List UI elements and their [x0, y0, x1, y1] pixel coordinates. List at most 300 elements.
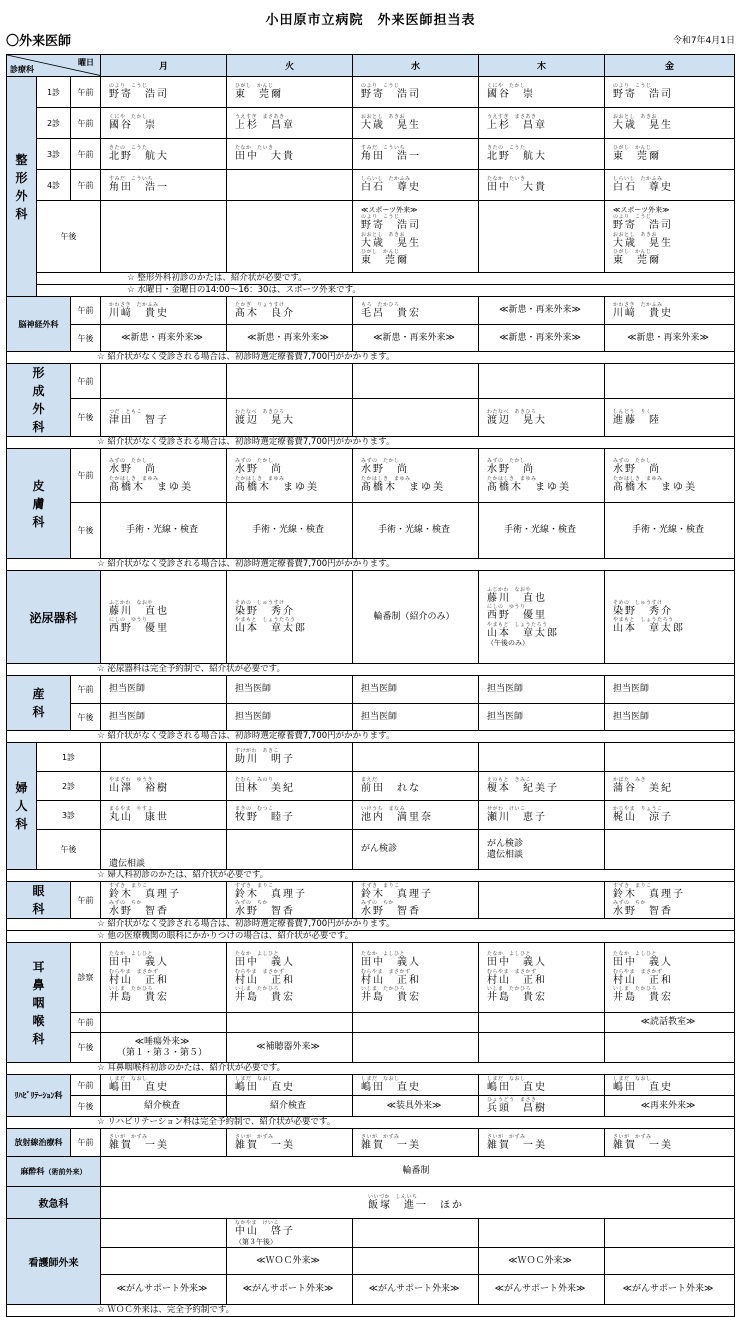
doctor-name-block	[235, 951, 349, 969]
doctor-furigana: いしま たかひろ	[613, 986, 658, 993]
doctor-furigana: みずの たかし	[235, 458, 274, 464]
clinic-number: 3診	[37, 801, 101, 830]
note-row	[7, 437, 735, 449]
cell-text: 手術・光線・検査	[504, 525, 577, 536]
table-cell	[101, 830, 227, 870]
table-cell	[605, 449, 735, 503]
doctor-name-block	[361, 986, 475, 1004]
doctor-name: 野寄 浩司	[109, 89, 170, 101]
table-row	[7, 870, 735, 882]
department-name	[7, 1187, 101, 1219]
table-row	[7, 1033, 735, 1063]
doctor-furigana: なかやま けいこ	[235, 1220, 280, 1227]
doctor-furigana: くにや たかし	[487, 83, 526, 90]
doctor-furigana: きたの こうた	[109, 145, 148, 152]
doctor-furigana: かばた みき	[613, 777, 647, 784]
doctor-name-block	[487, 969, 601, 987]
table-cell	[605, 882, 735, 919]
doctor-name-block	[613, 951, 731, 969]
department-name	[7, 743, 37, 870]
doctor-furigana: みずの たかし	[109, 458, 148, 464]
doctor-name: 髙木 良介	[235, 307, 296, 319]
table-cell	[227, 943, 353, 1013]
table-cell	[227, 676, 353, 704]
table-row	[7, 743, 735, 772]
doctor-name: 津田 智子	[109, 414, 170, 426]
table-row	[7, 55, 735, 77]
doctor-name: 白石 尊史	[361, 182, 422, 194]
table-cell	[353, 772, 479, 801]
cell-text: 担当医師	[109, 684, 146, 695]
table-row	[7, 399, 735, 437]
doctor-name-block	[235, 1220, 349, 1238]
department-name	[7, 943, 71, 1063]
page-title: 小田原市立病院 外来医師担当表	[265, 13, 476, 28]
doctor-furigana: たなか よしひと	[361, 951, 406, 958]
table-row	[7, 559, 735, 571]
time-label: 午後	[37, 201, 101, 273]
table-cell	[227, 170, 353, 201]
doctor-name: 北野 航大	[109, 151, 170, 163]
table-cell	[479, 571, 605, 664]
doctor-furigana: むらやま まさかず	[109, 968, 159, 975]
table-cell	[479, 801, 605, 830]
doctor-name: 田中 大貴	[235, 151, 296, 163]
doctor-name-block	[613, 777, 731, 795]
table-row	[7, 676, 735, 704]
doctor-name-block	[361, 1134, 475, 1152]
doctor-name-block	[235, 1134, 349, 1152]
doctor-furigana: にしの ゆうり	[487, 604, 526, 611]
doctor-name-block	[361, 145, 475, 163]
table-cell	[353, 676, 479, 704]
clinic-number: 3診	[37, 139, 71, 170]
doctor-name-block	[487, 604, 601, 622]
table-row	[7, 437, 735, 449]
cell-text: 担当医師	[235, 684, 272, 695]
doctor-furigana: やまもと しょうたろう	[487, 621, 548, 628]
doctor-name: 田中 義人	[235, 957, 296, 969]
table-cell	[353, 77, 479, 108]
doctor-name: 田林 美紀	[235, 783, 296, 795]
doctor-name: 國谷 崇	[109, 120, 158, 132]
department-label: 婦人科	[15, 781, 28, 831]
doctor-furigana: ひがし かんじ	[613, 249, 652, 256]
doctor-name-block	[487, 176, 601, 194]
table-cell	[101, 1129, 227, 1157]
table-cell	[479, 170, 605, 201]
table-cell	[353, 1075, 479, 1096]
doctor-name-block	[109, 409, 223, 427]
table-cell	[227, 449, 353, 503]
doctor-name-block	[235, 83, 349, 101]
clinic-label: ≪新患・再来外来≫	[627, 332, 709, 343]
doctor-name: 大歳 晃生	[613, 237, 674, 249]
table-cell	[101, 364, 227, 399]
note-text: ☆ ＷＯＣ外来は、完全予約制です。	[97, 1305, 235, 1315]
doctor-name-block	[613, 986, 731, 1004]
doctor-name: 鈴木 真理子	[361, 888, 434, 900]
time-label: 午前	[71, 1129, 101, 1157]
table-row	[7, 297, 735, 325]
doctor-name-block	[361, 249, 475, 267]
table-cell	[605, 772, 735, 801]
department-sublabel: （術前外来）	[44, 1168, 87, 1176]
cell-text: 担当医師	[487, 684, 524, 695]
table-row	[7, 801, 735, 830]
doctor-name-block	[235, 458, 349, 476]
doctor-name: 西野 優里	[109, 623, 170, 634]
doctor-name-block	[109, 951, 223, 969]
table-cell	[605, 743, 735, 772]
doctor-furigana: むらやま まさかず	[361, 968, 411, 975]
doctor-name: 渡辺 晃大	[235, 414, 296, 426]
doctor-name: 井島 貴宏	[613, 992, 674, 1004]
doctor-furigana: つだ ともこ	[109, 408, 143, 415]
doctor-name-block	[613, 114, 731, 132]
doctor-name: 西野 優里	[487, 610, 548, 622]
doctor-furigana: ふじかわ なおや	[487, 586, 532, 593]
table-cell	[479, 943, 605, 1013]
table-cell	[101, 943, 227, 1013]
doctor-name-block	[109, 145, 223, 163]
table-cell	[101, 1219, 227, 1248]
doctor-furigana: たなか よしひと	[235, 951, 280, 958]
doctor-name: 瀬川 恵子	[487, 812, 548, 824]
doctor-name: 山本 章太郎	[487, 627, 560, 639]
department-label: 整形外科	[15, 152, 28, 221]
doctor-furigana: わたなべ あきひろ	[235, 408, 285, 415]
doctor-name-block	[235, 986, 349, 1004]
note-text: ☆ 他の医療機関の眼科にかかりつけの場合は、紹介状が必要です。	[97, 931, 354, 941]
clinic-number: 2診	[37, 772, 101, 801]
doctor-furigana: たなか よしひと	[487, 951, 532, 958]
doctor-name-block	[487, 476, 601, 494]
table-row	[7, 170, 735, 201]
table-row	[7, 325, 735, 352]
table-cell	[479, 772, 605, 801]
doctor-name: 角田 浩一	[109, 182, 170, 194]
table-cell	[353, 943, 479, 1013]
table-cell	[353, 297, 479, 325]
clinic-label: ≪装具外来≫	[386, 1100, 442, 1111]
time-label: 午前	[71, 449, 101, 503]
doctor-name-block	[235, 883, 349, 901]
doctor-name-block	[361, 1076, 475, 1094]
table-cell	[227, 743, 353, 772]
doctor-furigana: さいが かずみ	[487, 1133, 526, 1140]
cell-text: 担当医師	[613, 711, 650, 722]
doctor-name: 村山 正和	[613, 974, 674, 986]
doctor-name-block	[109, 176, 223, 194]
doctor-name-block	[235, 900, 349, 918]
table-cell	[479, 201, 605, 273]
doctor-name: 山澤 裕樹	[109, 783, 170, 795]
doctor-name-block	[487, 587, 601, 605]
table-cell	[227, 801, 353, 830]
time-label: 午前	[71, 297, 101, 325]
doctor-name-block	[487, 806, 601, 824]
doctor-name: 嶋田 直史	[613, 1082, 674, 1094]
cell-text: 担当医師	[487, 711, 524, 722]
doctor-furigana: むらやま まさかず	[487, 968, 537, 975]
department-label: 形成外科	[32, 366, 45, 434]
doctor-furigana: かわさき たかふみ	[613, 301, 663, 308]
doctor-furigana: そめの しゅうすけ	[235, 599, 285, 606]
doctor-name-block	[361, 951, 475, 969]
table-cell	[353, 449, 479, 503]
doctor-name: 村山 正和	[487, 974, 548, 986]
table-cell	[227, 399, 353, 437]
time-label: 午前	[71, 1075, 101, 1096]
doctor-name: 東 莞爾	[613, 255, 662, 267]
note-row	[7, 664, 735, 676]
clinic-label: ≪ＷＯＣ外来≫	[256, 1255, 320, 1266]
table-cell	[353, 108, 479, 139]
doctor-name: 雑賀 一美	[361, 1139, 422, 1151]
doctor-furigana: いけうち まなみ	[361, 806, 406, 813]
doctor-name-block	[109, 617, 223, 635]
doctor-name: 助川 明子	[235, 754, 296, 766]
table-cell	[479, 830, 605, 870]
doctor-name-block	[613, 249, 731, 267]
doctor-furigana: おおとし あきお	[361, 231, 406, 238]
clinic-label: ≪補聴器外来≫	[256, 1042, 320, 1053]
doctor-furigana: たかはしき まゆみ	[487, 475, 537, 482]
table-cell	[101, 743, 227, 772]
table-cell	[227, 297, 353, 325]
department-name	[7, 1129, 71, 1157]
table-cell	[101, 1033, 227, 1063]
clinic-label: ≪ＷＯＣ外来≫	[508, 1255, 572, 1266]
doctor-furigana: たなか たいき	[235, 145, 274, 152]
doctor-name-block	[487, 114, 601, 132]
doctor-furigana: のより こうじ	[361, 83, 400, 90]
doctor-name-block	[235, 617, 349, 635]
clinic-label: 紹介検査	[144, 1100, 181, 1111]
doctor-name-block	[235, 409, 349, 427]
doctor-furigana: すずき まりこ	[613, 882, 652, 889]
doctor-furigana: みずの たかし	[361, 458, 400, 464]
table-cell	[605, 830, 735, 870]
doctor-name-block	[487, 1076, 601, 1094]
doctor-name: 池内 満里奈	[361, 812, 434, 824]
doctor-furigana: いしま たかひろ	[361, 986, 406, 993]
table-row	[7, 1157, 735, 1187]
table-row	[7, 1305, 735, 1317]
table-cell	[605, 676, 735, 704]
table-cell	[353, 743, 479, 772]
doctor-furigana: しまだ なおし	[235, 1076, 274, 1083]
table-cell	[227, 201, 353, 273]
doctor-name-block	[487, 986, 601, 1004]
table-cell	[101, 571, 227, 664]
table-row	[7, 364, 735, 399]
table-cell	[227, 1275, 353, 1305]
clinic-label: ≪がんサポート外来≫	[622, 1284, 714, 1295]
table-cell	[605, 704, 735, 731]
doctor-furigana: のより こうじ	[361, 214, 400, 221]
doctor-name-block	[613, 617, 731, 635]
doctor-furigana: まえだ	[361, 777, 378, 784]
doctor-name: 髙橋木 まゆ美	[613, 481, 698, 493]
table-cell	[227, 704, 353, 731]
table-cell	[479, 399, 605, 437]
doctor-name-block	[109, 1134, 223, 1152]
doctor-name: 村山 正和	[361, 974, 422, 986]
doctor-name: 兵頭 昌樹	[487, 1103, 548, 1115]
doctor-furigana: しまだ なおし	[361, 1076, 400, 1083]
doctor-name: 嶋田 直史	[109, 1082, 170, 1094]
note-text: ☆ 泌尿器科は完全予約制で、紹介状が必要です。	[97, 664, 285, 674]
table-cell	[479, 1248, 605, 1275]
doctor-name-block	[613, 883, 731, 901]
doctor-name: 野寄 浩司	[613, 220, 674, 232]
doctor-name: 雑賀 一美	[235, 1139, 296, 1151]
doctor-name-block	[109, 302, 223, 320]
doctor-name-block	[613, 1134, 731, 1152]
doctor-furigana: おおとし あきお	[613, 114, 658, 121]
table-row	[7, 503, 735, 559]
doctor-name: 牧野 睦子	[235, 812, 296, 824]
table-cell	[605, 1129, 735, 1157]
doctor-furigana: さいが かずみ	[235, 1133, 274, 1140]
table-row	[7, 449, 735, 503]
doctor-furigana: ひょうどう まさき	[487, 1097, 537, 1104]
table-cell	[605, 297, 735, 325]
doctor-furigana: みずの ちか	[235, 900, 269, 906]
doctor-name: 中山 啓子	[235, 1226, 296, 1238]
doctor-name-block	[613, 1076, 731, 1094]
doctor-name-block	[361, 214, 475, 232]
cell-text: 遺伝相談	[109, 858, 146, 869]
time-label: 午前	[71, 364, 101, 399]
table-row	[7, 1219, 735, 1248]
clinic-number: 4診	[37, 170, 71, 201]
clinic-label: ≪読話教室≫	[640, 1017, 696, 1028]
day-header: 木	[479, 55, 605, 77]
doctor-name: 飯塚 進一	[368, 1199, 429, 1211]
table-cell	[605, 1096, 735, 1117]
table-row	[7, 571, 735, 664]
table-cell	[353, 364, 479, 399]
doctor-furigana: むらやま まさかず	[235, 968, 285, 975]
cell-text: 輪番制（紹介のみ）	[373, 611, 455, 622]
time-label: 午後	[71, 1033, 101, 1063]
table-cell	[227, 1096, 353, 1117]
doctor-furigana: すずき まりこ	[109, 882, 148, 889]
page-subtitle: 〇外来医師	[6, 34, 72, 49]
doctor-furigana: しらいし たかふみ	[613, 176, 663, 183]
doctor-name: 水野 尚	[361, 464, 410, 475]
department-label: 救急科	[38, 1199, 69, 1210]
time-label: 午前	[71, 676, 101, 704]
doctor-furigana: たむら みのり	[235, 777, 274, 784]
note-text: ☆ 婦人科初診のかたは、紹介状が必要です。	[97, 870, 269, 880]
table-cell	[101, 399, 227, 437]
cell-text: 担当医師	[361, 684, 398, 695]
doctor-furigana: まきの むつこ	[235, 806, 274, 813]
department-label: 耳鼻咽喉科	[32, 959, 45, 1046]
table-row	[7, 704, 735, 731]
doctor-name: 水野 尚	[487, 464, 536, 475]
doctor-name: 水野 智香	[361, 906, 422, 917]
doctor-furigana: にしの ゆうり	[109, 617, 148, 623]
doctor-furigana: みずの ちか	[109, 900, 143, 906]
table-cell	[227, 571, 353, 664]
table-cell	[479, 704, 605, 731]
table-cell	[605, 1033, 735, 1063]
table-cell	[353, 1275, 479, 1305]
doctor-furigana: たかはしき まゆみ	[235, 475, 285, 482]
doctor-name: 村山 正和	[109, 974, 170, 986]
department-name	[7, 571, 101, 664]
doctor-name: 雑賀 一美	[109, 1139, 170, 1151]
table-row	[7, 285, 735, 297]
doctor-furigana: いしま たかひろ	[235, 986, 280, 993]
table-cell	[605, 325, 735, 352]
doctor-furigana: たかはしき まゆみ	[361, 475, 411, 482]
time-label: 午前	[71, 170, 101, 201]
clinic-label: ≪がんサポート外来≫	[116, 1284, 208, 1295]
doctor-name-block	[109, 883, 223, 901]
doctor-name-block	[361, 777, 475, 795]
doctor-name-block	[109, 83, 223, 101]
time-label: 午前	[71, 108, 101, 139]
doctor-furigana: むらやま まさかず	[613, 968, 663, 975]
table-cell	[353, 1096, 479, 1117]
table-cell	[353, 399, 479, 437]
department-name	[7, 1075, 71, 1117]
doctor-name: 東 莞爾	[613, 151, 662, 163]
doctor-furigana: のより こうじ	[613, 214, 652, 221]
clinic-label: ≪唾瘍外来≫	[134, 1037, 190, 1048]
doctor-name-block	[235, 969, 349, 987]
table-row	[7, 830, 735, 870]
doctor-name-block	[235, 806, 349, 824]
doctor-furigana: さいが かずみ	[109, 1133, 148, 1140]
table-cell	[227, 139, 353, 170]
doctor-name-block	[361, 83, 475, 101]
table-row	[7, 139, 735, 170]
doctor-furigana: おおとし あきお	[613, 231, 658, 238]
cell-text: 遺伝相談	[487, 849, 524, 860]
doctor-furigana: わたなべ あきひろ	[487, 408, 537, 415]
table-cell	[479, 449, 605, 503]
doctor-name-block	[487, 409, 601, 427]
clinic-label: ≪がんサポート外来≫	[494, 1284, 586, 1295]
clinic-label: ≪新患・再来外来≫	[121, 332, 203, 343]
table-cell	[605, 364, 735, 399]
table-cell	[101, 297, 227, 325]
doctor-name-block	[361, 900, 475, 918]
table-row	[7, 1129, 735, 1157]
table-cell	[227, 364, 353, 399]
doctor-furigana: やまもと しょうたろう	[235, 617, 296, 623]
note-row	[7, 1063, 735, 1075]
table-row	[7, 108, 735, 139]
doctor-name: 村山 正和	[235, 974, 296, 986]
table-cell	[101, 1075, 227, 1096]
clinic-label: ≪スポーツ外来≫	[613, 206, 670, 215]
table-cell	[227, 1129, 353, 1157]
cell-text: 担当医師	[613, 684, 650, 695]
doctor-name-block	[613, 476, 731, 494]
table-cell	[605, 1219, 735, 1248]
doctor-name: 毛呂 貴宏	[361, 307, 422, 319]
table-cell	[479, 364, 605, 399]
table-cell	[227, 1013, 353, 1033]
